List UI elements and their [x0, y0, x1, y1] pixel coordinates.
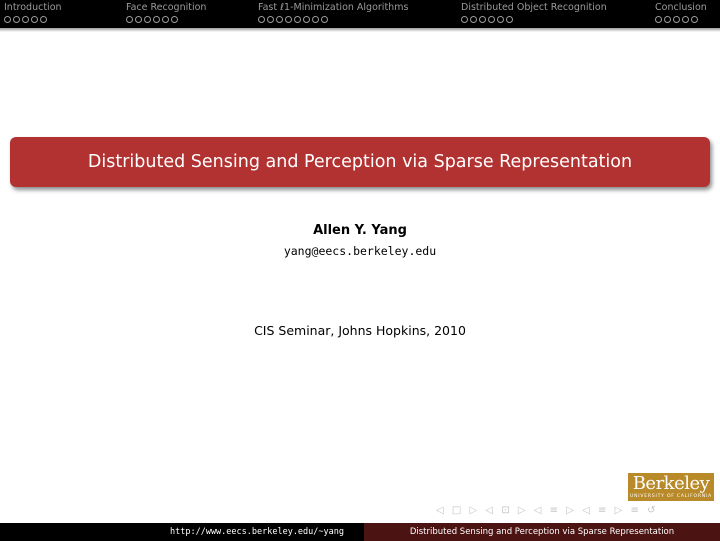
- section-navigation-bar: [0, 0, 720, 28]
- nav-prev-subsection-icon[interactable]: ◁: [485, 505, 494, 516]
- nav-prev-document-icon[interactable]: ◁: [582, 505, 590, 516]
- nav-section-label: Fast ℓ1-Minimization Algorithms: [258, 2, 409, 13]
- nav-section-conclusion[interactable]: [655, 2, 707, 22]
- nav-section-distributed-object-recognition[interactable]: [461, 2, 607, 22]
- section-icon[interactable]: ≡: [549, 505, 559, 516]
- frame-dot[interactable]: [321, 16, 328, 23]
- nav-section-introduction[interactable]: [4, 2, 62, 22]
- frame-dot[interactable]: [664, 16, 671, 23]
- frame-dot[interactable]: [285, 16, 292, 23]
- frame-dot[interactable]: [461, 16, 468, 23]
- footer-url[interactable]: http://www.eecs.berkeley.edu/~yang: [170, 527, 344, 537]
- nav-section-face-recognition[interactable]: [126, 2, 206, 22]
- frame-dot[interactable]: [276, 16, 283, 23]
- search-back-icon[interactable]: ↺: [647, 505, 656, 516]
- nav-section-label: Introduction: [4, 2, 62, 13]
- frame-dot[interactable]: [267, 16, 274, 23]
- logo-wordmark: Berkeley: [632, 473, 710, 494]
- frame-dot[interactable]: [655, 16, 662, 23]
- nav-section-dots: [461, 15, 607, 22]
- author-email: yang@eecs.berkeley.edu: [283, 244, 437, 258]
- nav-section-dots: [126, 15, 206, 22]
- nav-section-label: Distributed Object Recognition: [461, 2, 607, 13]
- footer-bar: [0, 523, 720, 541]
- frame-dot[interactable]: [144, 16, 151, 23]
- berkeley-logo: [628, 473, 714, 501]
- nav-section-label: Face Recognition: [126, 2, 207, 13]
- logo-subtitle: UNIVERSITY OF CALIFORNIA: [630, 494, 712, 499]
- frame-dot[interactable]: [488, 16, 495, 23]
- frame-dot[interactable]: [294, 16, 301, 23]
- beamer-navigation-symbols: [436, 505, 660, 519]
- frame-icon[interactable]: □: [451, 505, 462, 516]
- frame-dot[interactable]: [479, 16, 486, 23]
- footer-title: Distributed Sensing and Perception via Sparse Representation: [364, 523, 720, 541]
- frame-dot[interactable]: [497, 16, 504, 23]
- nav-next-subsection-icon[interactable]: ▷: [517, 505, 526, 516]
- frame-dot[interactable]: [312, 16, 319, 23]
- frame-dot[interactable]: [31, 16, 38, 23]
- frame-dot[interactable]: [258, 16, 265, 23]
- frame-dot[interactable]: [153, 16, 160, 23]
- nav-section-label: Conclusion: [655, 2, 707, 13]
- nav-next-section-icon[interactable]: ▷: [566, 505, 574, 516]
- appendix-icon[interactable]: ≡: [630, 505, 639, 516]
- frame-dot[interactable]: [682, 16, 689, 23]
- frame-dot[interactable]: [171, 16, 178, 23]
- frame-dot[interactable]: [126, 16, 133, 23]
- frame-dot[interactable]: [506, 16, 513, 23]
- nav-prev-frame-icon[interactable]: ◁: [436, 505, 444, 516]
- header-shadow: [0, 28, 720, 32]
- author-name: Allen Y. Yang: [313, 223, 407, 238]
- nav-prev-section-icon[interactable]: ◁: [533, 505, 542, 516]
- frame-dot[interactable]: [40, 16, 47, 23]
- frame-dot[interactable]: [135, 16, 142, 23]
- frame-dot[interactable]: [13, 16, 20, 23]
- venue-date: CIS Seminar, Johns Hopkins, 2010: [254, 323, 466, 338]
- frame-dot[interactable]: [303, 16, 310, 23]
- nav-section-dots: [655, 15, 707, 22]
- nav-section-fast-l1-minimization[interactable]: [258, 2, 408, 22]
- title-block: [10, 137, 710, 187]
- subsection-icon[interactable]: ⊡: [501, 505, 510, 516]
- document-icon[interactable]: ≡: [598, 505, 607, 516]
- frame-dot[interactable]: [691, 16, 698, 23]
- frame-dot[interactable]: [673, 16, 680, 23]
- frame-dot[interactable]: [22, 16, 29, 23]
- frame-dot[interactable]: [4, 16, 11, 23]
- frame-dot[interactable]: [162, 16, 169, 23]
- nav-next-document-icon[interactable]: ▷: [614, 505, 623, 516]
- nav-section-dots: [4, 15, 62, 22]
- frame-dot[interactable]: [470, 16, 477, 23]
- slide-title: Distributed Sensing and Perception via Sparse Representation: [87, 152, 633, 172]
- nav-next-frame-icon[interactable]: ▷: [469, 505, 478, 516]
- nav-section-dots: [258, 15, 408, 22]
